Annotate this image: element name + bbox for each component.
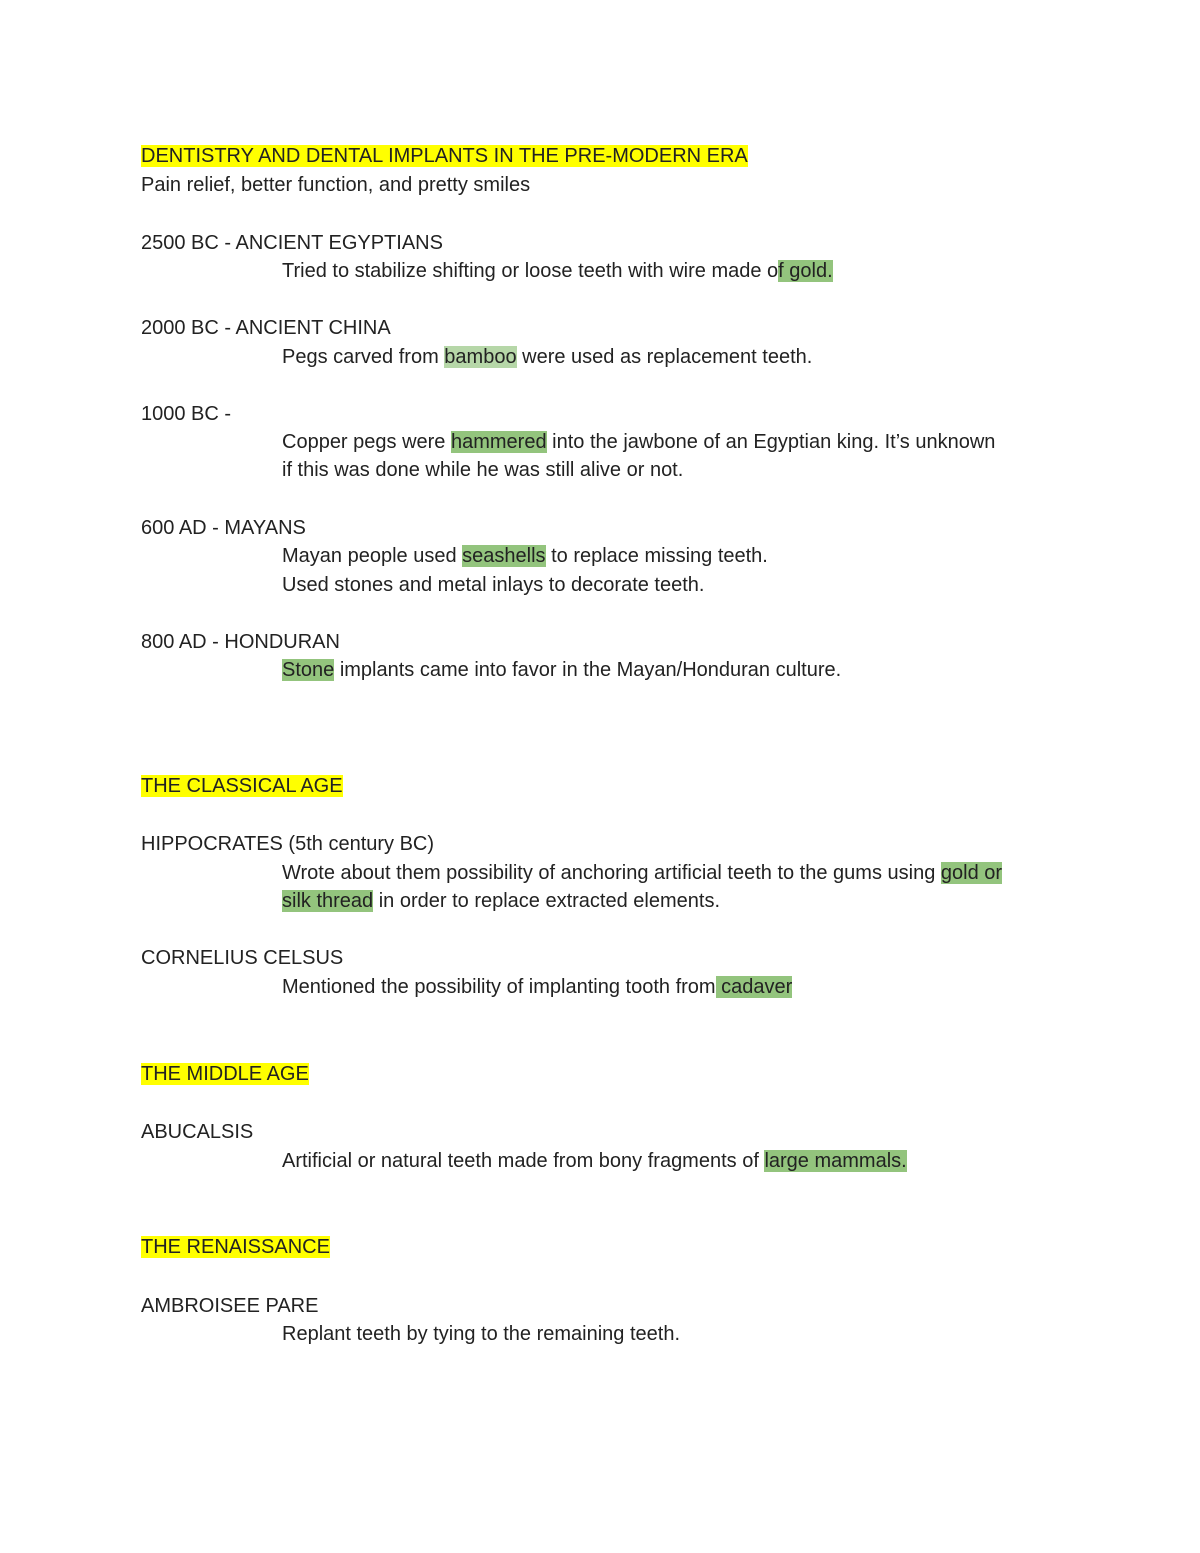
keyword-highlight: seashells (462, 545, 546, 567)
heading-highlight: THE MIDDLE AGE (141, 1063, 309, 1085)
entry-heading-abucalsis: ABUCALSIS (141, 1121, 254, 1143)
entry-heading-honduran: 800 AD - HONDURAN (141, 631, 340, 653)
entry-text-1000bc-line2: if this was done while he was still alive or not. (282, 459, 684, 481)
entry-heading-pare: AMBROISEE PARE (141, 1295, 319, 1317)
entry-heading-hippocrates: HIPPOCRATES (5th century BC) (141, 833, 435, 855)
entry-heading-1000bc: 1000 BC - (141, 403, 232, 425)
keyword-highlight: cadaver (715, 976, 793, 998)
entry-heading-china: 2000 BC - ANCIENT CHINA (141, 317, 391, 339)
entry-text-mayans (282, 542, 768, 570)
entry-text-honduran (282, 656, 841, 684)
entry-text-hippocrates-line2 (282, 887, 720, 915)
entry-text-egypt (282, 257, 833, 285)
section-title-premodern (141, 142, 748, 170)
text-segment: Tried to stabilize shifting or loose teeth with wire made o (282, 260, 779, 282)
text-segment: implants came into favor in the Mayan/Honduran culture. (334, 659, 842, 681)
entry-text-hippocrates (282, 859, 1002, 887)
text-segment: to replace missing teeth. (545, 545, 768, 567)
keyword-highlight: bamboo (444, 346, 517, 368)
entry-text-pare: Replant teeth by tying to the remaining teeth. (282, 1323, 681, 1345)
section-title-renaissance (141, 1233, 330, 1261)
text-segment: Mentioned the possibility of implanting tooth from (282, 976, 716, 998)
keyword-highlight: hammered (450, 431, 547, 453)
entry-text-mayans-line2: Used stones and metal inlays to decorate teeth. (282, 574, 705, 596)
entry-text-1000bc (282, 428, 995, 456)
heading-highlight: THE CLASSICAL AGE (141, 775, 343, 797)
text-segment: Mayan people used (282, 545, 463, 567)
text-segment: in order to replace extracted elements. (373, 890, 721, 912)
text-segment: Wrote about them possibility of anchoring artificial teeth to the gums using (282, 862, 941, 884)
text-segment: Pegs carved from (282, 346, 445, 368)
text-segment: into the jawbone of an Egyptian king. It’s unknown (546, 431, 996, 453)
section-title-middle (141, 1060, 309, 1088)
entry-heading-mayans: 600 AD - MAYANS (141, 517, 306, 539)
heading-highlight: DENTISTRY AND DENTAL IMPLANTS IN THE PRE-MODERN ERA (141, 145, 748, 167)
keyword-highlight: Stone (282, 659, 335, 681)
subtitle: Pain relief, better function, and pretty smiles (141, 174, 531, 196)
text-segment: were used as replacement teeth. (516, 346, 813, 368)
text-segment: Copper pegs were (282, 431, 451, 453)
keyword-highlight: large mammals. (764, 1150, 907, 1172)
text-segment: Artificial or natural teeth made from bony fragments of (282, 1150, 765, 1172)
entry-text-abucalsis (282, 1147, 907, 1175)
keyword-highlight: silk thread (282, 890, 374, 912)
entry-heading-celsus: CORNELIUS CELSUS (141, 947, 344, 969)
keyword-highlight: gold or (940, 862, 1003, 884)
entry-heading-egypt: 2500 BC - ANCIENT EGYPTIANS (141, 232, 443, 254)
keyword-highlight: f gold. (778, 260, 833, 282)
entry-text-celsus (282, 973, 792, 1001)
entry-text-china (282, 343, 812, 371)
heading-highlight: THE RENAISSANCE (141, 1236, 330, 1258)
section-title-classical (141, 772, 343, 800)
